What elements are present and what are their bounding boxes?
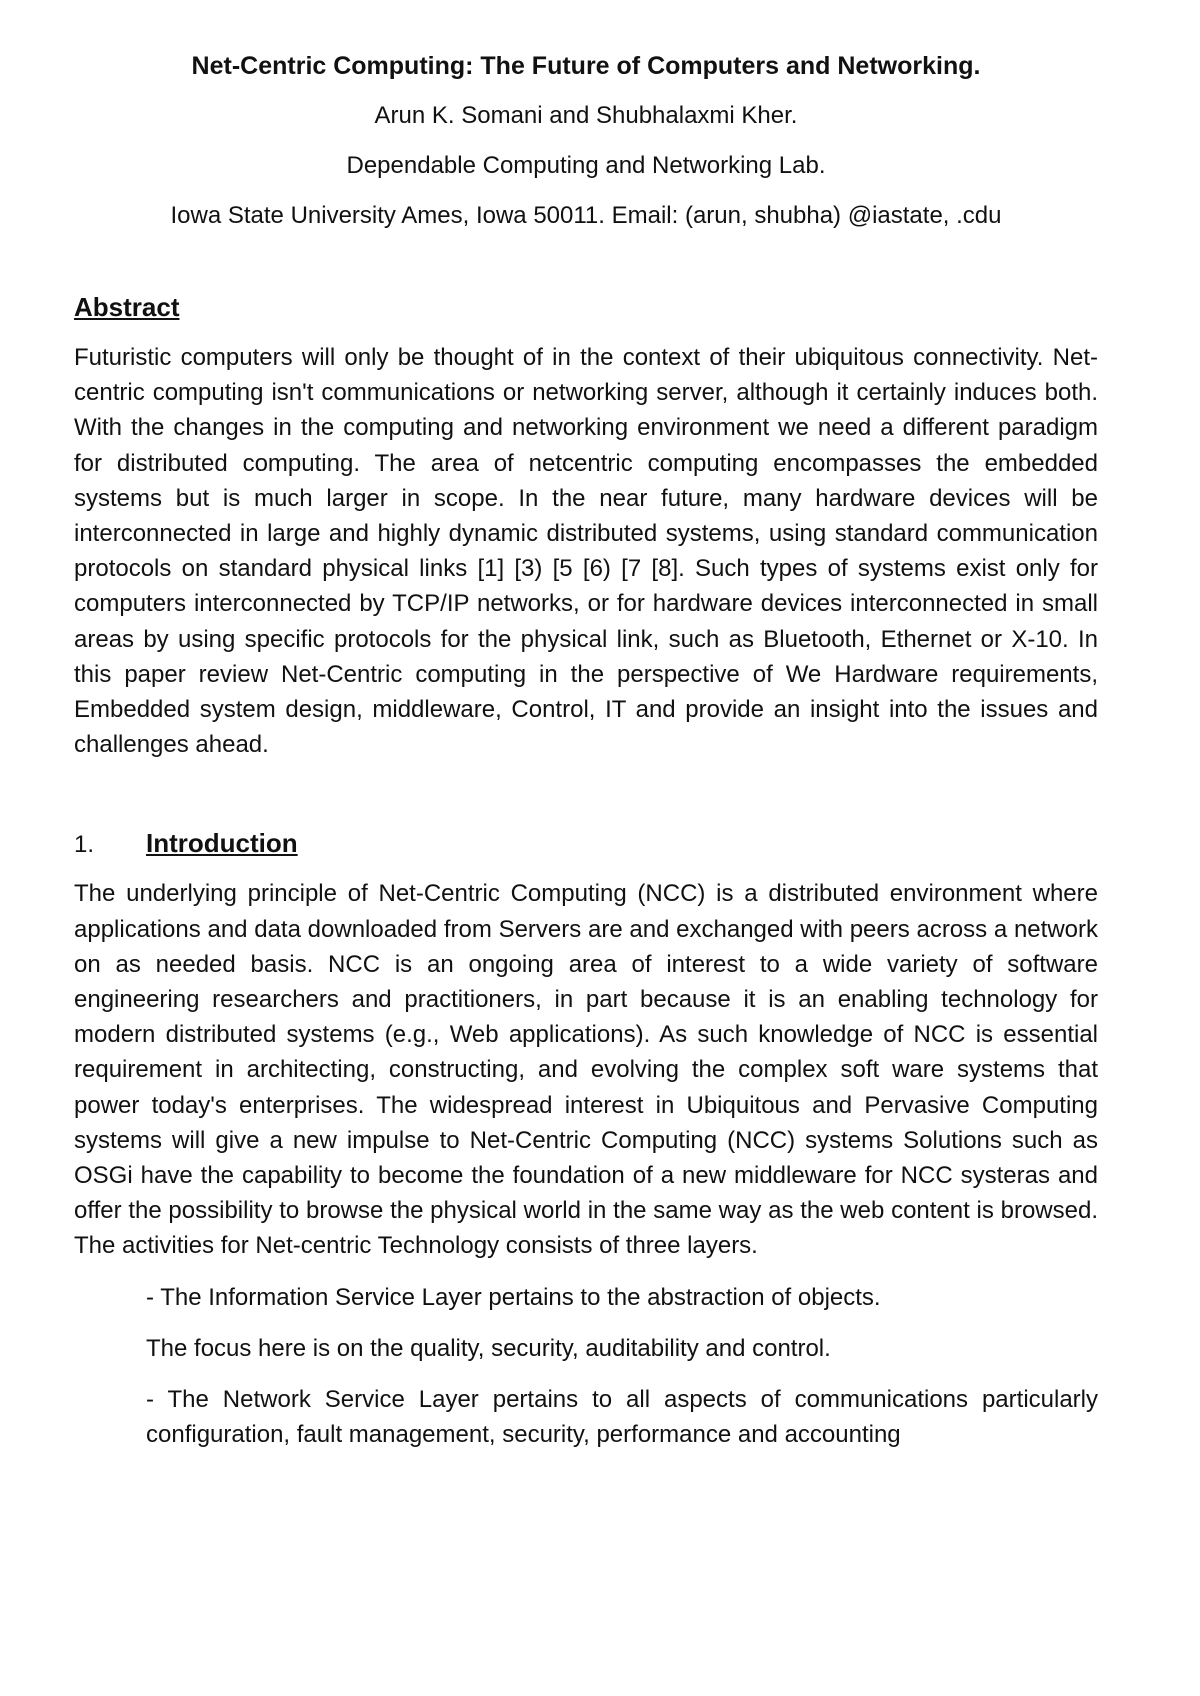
paper-page (74, 50, 1098, 1452)
layers-list (146, 1280, 1098, 1453)
authors: Arun K. Somani and Shubhalaxmi Kher. (374, 102, 798, 129)
introduction-text: The underlying principle of Net-Centric Computing (NCC) is a distributed environment where applications and data downloaded from Servers are and exchanged with peers across a network on as needed basis. NCC is an ongoing area of interest to a wide variety of software engineering researchers and practitioners, in part because it is an enabling technology for modern distributed systems (e.g., Web applications). As such knowledge of NCC is essential requirement in architecting, constructing, and evolving the complex soft ware systems that power today's enterprises. The widespread interest in Ubiquitous and Pervasive Computing systems will give a new impulse to Net-Centric Computing (NCC) systems Solutions such as OSGi have the capability to become the foundation of a new middleware for NCC systeras and offer the possibility to browse the physical world in the same way as the web content is browsed. The activities for Net-centric Technology consists of three layers. (74, 880, 1098, 1260)
introduction-heading-row (74, 826, 1098, 860)
abstract-heading: Abstract (74, 292, 180, 322)
paper-title: Net-Centric Computing: The Future of Computers and Networking. (191, 52, 981, 80)
network-service-layer: - The Network Service Layer pertains to all aspects of communications particularly configuration, fault management, security, performance and accounting (146, 1386, 1098, 1449)
section-number: 1. (74, 831, 95, 859)
introduction-heading: Introduction (146, 828, 298, 859)
affiliation: Iowa State University Ames, Iowa 50011. Email: (arun, shubha) @iastate, .cdu (170, 202, 1002, 229)
information-service-focus: The focus here is on the quality, security, auditability and control. (146, 1334, 831, 1362)
lab-name: Dependable Computing and Networking Lab. (346, 152, 826, 179)
abstract-text: Futuristic computers will only be thought of in the context of their ubiquitous connectivity. Net-centric computing isn't communications or networking server, although it certainly induces both. With the changes in the computing and networking environment we need a different paradigm for distributed computing. The area of netcentric computing encompasses the embedded systems but is much larger in scope. In the near future, many hardware devices will be interconnected in large and highly dynamic distributed systems, using standard communication protocols on standard physical links [1] [3) [5 [6) [7 [8]. Such types of systems exist only for computers interconnected by TCP/IP networks, or for hardware devices interconnected in small areas by using specific protocols for the physical link, such as Bluetooth, Ethernet or X-10. In this paper review Net-Centric computing in the perspective of We Hardware requirements, Embedded system design, middleware, Control, IT and provide an insight into the issues and challenges ahead. (74, 344, 1098, 759)
information-service-layer: - The Information Service Layer pertains to the abstraction of objects. (146, 1283, 881, 1311)
